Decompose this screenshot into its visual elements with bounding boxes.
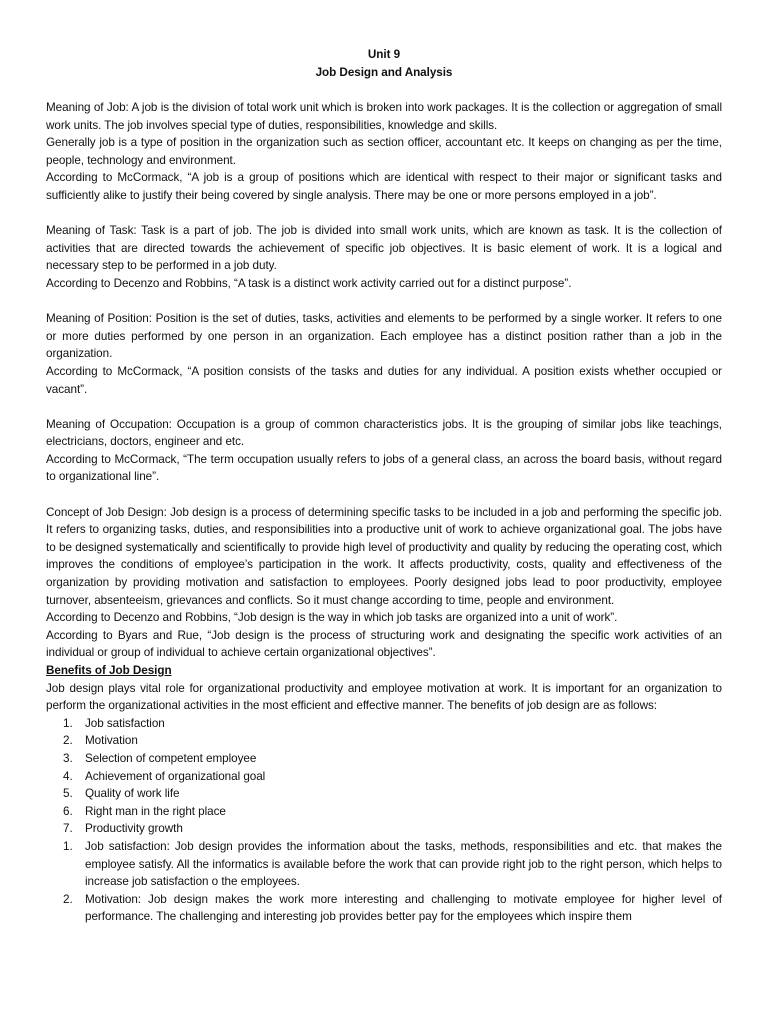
list-item — [46, 732, 722, 750]
job-design-byars-quote: According to Byars and Rue, “Job design is the process of structuring work and designating the specific work activities of an individual or group of individual to achieve certain organizational objectives”. — [46, 628, 722, 660]
list-number: 2. — [63, 734, 73, 748]
document-page — [46, 46, 722, 926]
detail-list-item — [46, 891, 722, 926]
job-design-decenzo-quote: According to Decenzo and Robbins, “Job design is the way in which job tasks are organized into a unit of work”. — [46, 611, 618, 625]
section-task — [46, 222, 722, 292]
list-item — [46, 820, 722, 838]
list-text: Job satisfaction: Job design provides the information about the tasks, methods, responsibilities and etc. that makes the employee satisfy. All the informatics is available before the work that can provide right job to the right person, which helps to increase job satisfaction o the employees. — [85, 839, 722, 889]
list-text: Productivity growth — [85, 822, 183, 836]
document-title: Job Design and Analysis — [315, 66, 453, 79]
list-item — [46, 715, 722, 733]
benefits-detail-list — [46, 838, 722, 926]
list-number: 6. — [63, 804, 73, 818]
position-quote-paragraph: According to McCormack, “A position consists of the tasks and duties for any individual. A position exists whether occupied or vacant”. — [46, 364, 722, 396]
list-text: Quality of work life — [85, 787, 180, 801]
job-meaning-paragraph: Meaning of Job: A job is the division of total work unit which is broken into work packages. It is the collection or aggregation of small work units. The job involves special type of duties, responsibilities, knowledge and skills. — [46, 101, 722, 132]
list-item — [46, 803, 722, 821]
occupation-quote-paragraph: According to McCormack, “The term occupation usually refers to jobs of a general class, an across the board basis, without regard to organizational line”. — [46, 452, 722, 484]
list-number: 4. — [63, 769, 73, 783]
list-item — [46, 768, 722, 786]
list-number: 1. — [63, 716, 73, 730]
list-text: Achievement of organizational goal — [85, 769, 266, 783]
list-item — [46, 750, 722, 768]
list-text: Right man in the right place — [85, 804, 226, 818]
section-position — [46, 310, 722, 398]
detail-list-item — [46, 838, 722, 891]
job-quote-paragraph: According to McCormack, “A job is a group of positions which are identical with respect to their major or significant tasks and sufficiently alike to justify their being covered by single analysis. There may be one or more persons employed in a job”. — [46, 171, 722, 202]
task-meaning-paragraph: Meaning of Task: Task is a part of job. The job is divided into small work units, which are known as task. It is the collection of activities that are directed towards the achievement of specific job objectives. It is basic element of work. It is a logical and necessary step to be performed in a job duty. — [46, 224, 722, 273]
list-text: Motivation — [85, 734, 138, 748]
job-design-concept-paragraph: Concept of Job Design: Job design is a process of determining specific tasks to be included in a job and performing the specific job. It refers to organizing tasks, duties, and responsibilities into a productive unit of work to achieve organizational goal. The jobs have to be designed systematically and scientifically to provide high level of productivity and quality by reducing the operating cost, which improves the conditions of employee’s participation in the work. It affects productivity, costs, quality and effectiveness of the organization by providing motivation and satisfaction to employees. Poorly designed jobs lead to poor productivity, employee turnover, absenteeism, grievances and conflicts. So it must change according to time, people and environment. — [46, 505, 722, 607]
section-job-design — [46, 504, 722, 926]
benefits-heading: Benefits of Job Design — [46, 664, 172, 677]
list-number: 1. — [63, 839, 73, 853]
list-number: 2. — [63, 892, 73, 906]
list-text: Motivation: Job design makes the work more interesting and challenging to motivate employee for higher level of performance. The challenging and interesting job provides better pay for the employees which inspire them — [85, 892, 722, 924]
position-meaning-paragraph: Meaning of Position: Position is the set of duties, tasks, activities and elements to be performed by a single worker. It refers to one or more duties performed by one person in an organization. Each employee has a distinct position rather than a job in the organization. — [46, 312, 722, 361]
list-text: Job satisfaction — [85, 716, 165, 730]
list-number: 5. — [63, 787, 73, 801]
section-job — [46, 99, 722, 205]
list-item — [46, 785, 722, 803]
task-quote-paragraph: According to Decenzo and Robbins, “A task is a distinct work activity carried out for a distinct purpose”. — [46, 276, 572, 290]
list-number: 3. — [63, 751, 73, 765]
unit-number: Unit 9 — [367, 48, 401, 61]
list-text: Selection of competent employee — [85, 751, 257, 765]
section-occupation — [46, 416, 722, 486]
occupation-meaning-paragraph: Meaning of Occupation: Occupation is a group of common characteristics jobs. It is the grouping of similar jobs like teachings, electricians, doctors, engineer and etc. — [46, 417, 722, 449]
list-number: 7. — [63, 822, 73, 836]
benefits-list — [46, 715, 722, 838]
benefits-intro-paragraph: Job design plays vital role for organizational productivity and employee motivation at work. It is important for an organization to perform the organizational activities in the most efficient and effective manner. The benefits of job design are as follows: — [46, 681, 722, 713]
job-general-paragraph: Generally job is a type of position in the organization such as section officer, accountant etc. It keeps on changing as per the time, people, technology and environment. — [46, 136, 722, 167]
